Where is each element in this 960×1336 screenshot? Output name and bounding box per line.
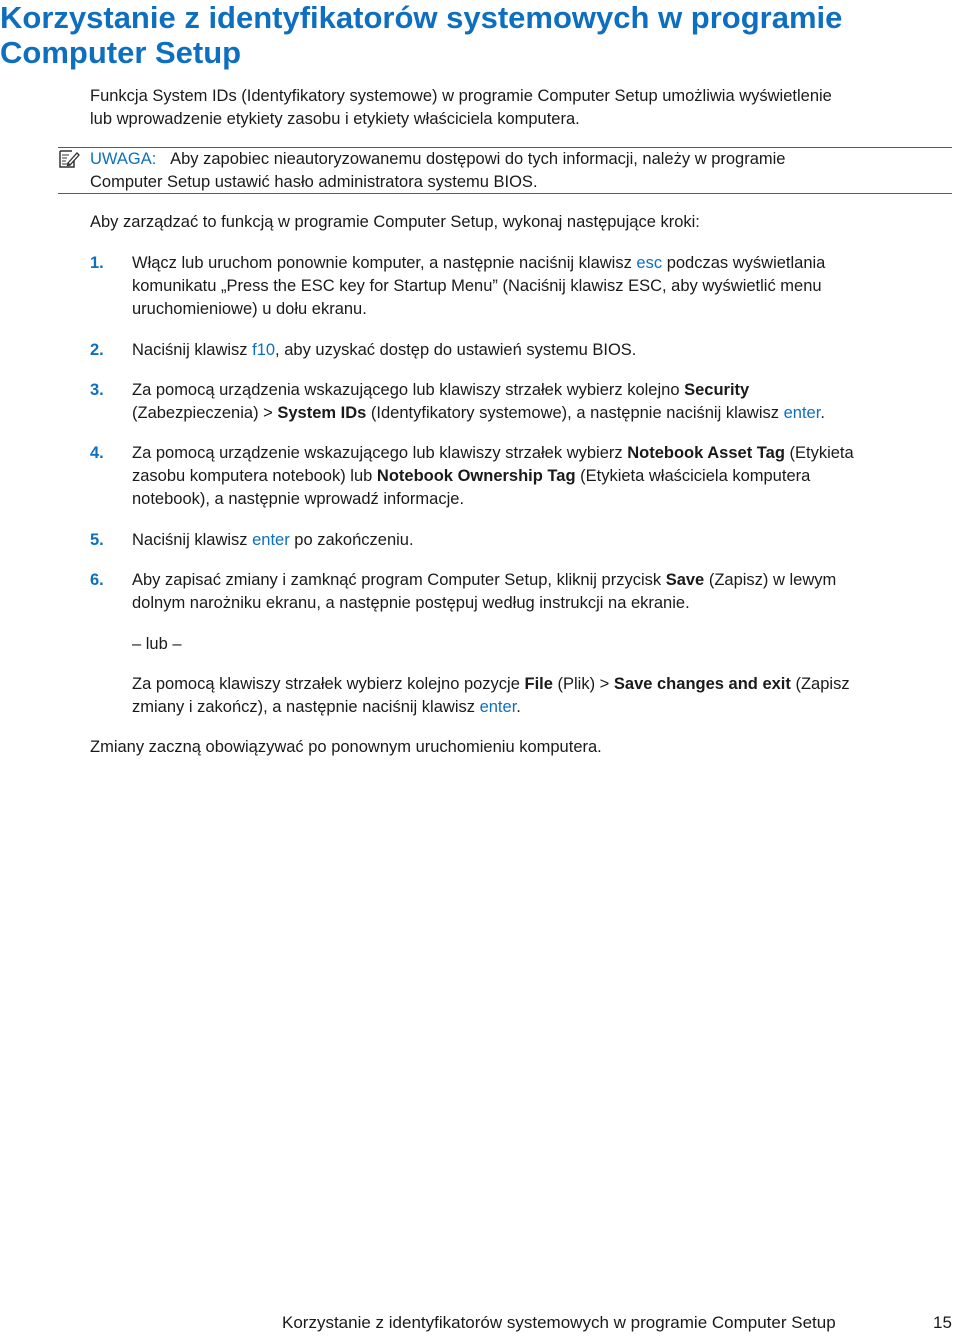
step-number: 4. xyxy=(90,444,104,462)
menu-item-name: Notebook Asset Tag xyxy=(627,444,785,462)
step-line xyxy=(132,339,960,362)
step-line xyxy=(132,442,960,465)
step-text-segment: Naciśnij klawisz xyxy=(132,341,253,359)
key-name: esc xyxy=(636,254,663,272)
step-text-segment: Włącz lub uruchom ponownie komputer, a następnie naciśnij klawisz xyxy=(132,254,637,272)
intro-paragraph xyxy=(90,85,960,131)
alternative-instruction xyxy=(132,673,850,719)
step-text-segment: (Zapisz xyxy=(790,675,850,693)
step-line xyxy=(132,379,960,402)
note-line2: Computer Setup ustawić hasło administratora systemu BIOS. xyxy=(90,173,538,191)
step-line xyxy=(132,465,960,488)
or-separator: – lub – xyxy=(132,635,182,653)
step-line: uruchomieniowe) u dołu ekranu. xyxy=(132,300,367,318)
step-text-segment: Za pomocą urządzenie wskazującego lub klawiszy strzałek wybierz xyxy=(132,444,628,462)
step-text-segment: zasobu komputera notebook) lub xyxy=(132,467,377,485)
step-text-segment: (Zabezpieczenia) > xyxy=(132,404,278,422)
step-text xyxy=(132,339,960,362)
step-number: 1. xyxy=(90,254,104,272)
step-text-segment: zmiany i zakończ), a następnie naciśnij klawisz xyxy=(132,698,480,716)
step-text xyxy=(132,529,960,552)
menu-item-name: Notebook Ownership Tag xyxy=(376,467,576,485)
step-number: 6. xyxy=(90,571,104,589)
step-number: 5. xyxy=(90,531,104,549)
menu-item-name: System IDs xyxy=(277,404,367,422)
step-line: komunikatu „Press the ESC key for Startup Menu” (Naciśnij klawisz ESC, aby wyświetlić menu xyxy=(132,277,822,295)
step-text-segment: podczas wyświetlania xyxy=(662,254,826,272)
page-title-line2: Computer Setup xyxy=(0,35,242,70)
footer-title: Korzystanie z identyfikatorów systemowych w programie Computer Setup xyxy=(282,1313,836,1332)
intro-line1: Funkcja System IDs (Identyfikatory systemowe) w programie Computer Setup umożliwia wyświetlenie xyxy=(90,87,832,105)
note-line1 xyxy=(90,148,785,171)
key-name: enter xyxy=(479,698,517,716)
step-line: dolnym narożniku ekranu, a następnie postępuj według instrukcji na ekranie. xyxy=(132,594,690,612)
step-text-segment: Za pomocą klawiszy strzałek wybierz kolejno pozycje xyxy=(132,675,525,693)
steps-intro: Aby zarządzać to funkcją w programie Computer Setup, wykonaj następujące kroki: xyxy=(90,213,700,231)
note-text xyxy=(90,148,785,194)
step-text xyxy=(132,442,960,511)
step-text-segment: . xyxy=(820,404,825,422)
key-name: f10 xyxy=(252,341,276,359)
intro-line2: lub wprowadzenie etykiety zasobu i etykiety właściciela komputera. xyxy=(90,110,580,128)
closing-paragraph: Zmiany zaczną obowiązywać po ponownym uruchomieniu komputera. xyxy=(90,738,602,756)
step-text-segment: (Zapisz) w lewym xyxy=(704,571,837,589)
step-line: notebook), a następnie wprowadź informacje. xyxy=(132,490,465,508)
step-text-segment: , aby uzyskać dostęp do ustawień systemu BIOS. xyxy=(275,341,637,359)
step-text xyxy=(132,252,960,321)
step-text-segment: Naciśnij klawisz xyxy=(132,531,253,549)
step-text-segment: Za pomocą urządzenia wskazującego lub klawiszy strzałek wybierz kolejno xyxy=(132,381,685,399)
step-text xyxy=(132,569,960,615)
step-text-segment: Aby zapisać zmiany i zamknąć program Computer Setup, kliknij przycisk xyxy=(132,571,666,589)
step-text-segment: . xyxy=(516,698,521,716)
note-label: UWAGA: xyxy=(90,150,157,168)
menu-item-name: Security xyxy=(684,381,750,399)
step-line xyxy=(132,252,960,275)
step-text-segment: (Plik) > xyxy=(552,675,614,693)
step-line xyxy=(132,696,850,719)
step-number: 3. xyxy=(90,381,104,399)
step-text-segment: (Etykieta xyxy=(784,444,854,462)
step-text-segment: (Etykieta właściciela komputera xyxy=(575,467,811,485)
note-box xyxy=(58,147,952,194)
key-name: enter xyxy=(252,531,290,549)
page-number: 15 xyxy=(933,1313,952,1332)
menu-item-name: Save changes and exit xyxy=(613,675,791,693)
step-number: 2. xyxy=(90,341,104,359)
step-text-segment: po zakończeniu. xyxy=(289,531,414,549)
step-text-segment: (Identyfikatory systemowe), a następnie naciśnij klawisz xyxy=(366,404,784,422)
menu-item-name: File xyxy=(524,675,553,693)
note-line1-text: Aby zapobiec nieautoryzowanemu dostępowi do tych informacji, należy w programie xyxy=(170,150,786,168)
page-title xyxy=(0,0,960,70)
step-line xyxy=(132,529,960,552)
key-name: enter xyxy=(783,404,821,422)
button-name: Save xyxy=(665,571,705,589)
note-pencil-icon xyxy=(58,148,80,170)
step-line xyxy=(132,569,960,592)
step-line xyxy=(132,673,850,696)
step-line xyxy=(132,402,960,425)
page-title-line1: Korzystanie z identyfikatorów systemowych w programie xyxy=(0,0,843,35)
step-text xyxy=(132,379,960,425)
